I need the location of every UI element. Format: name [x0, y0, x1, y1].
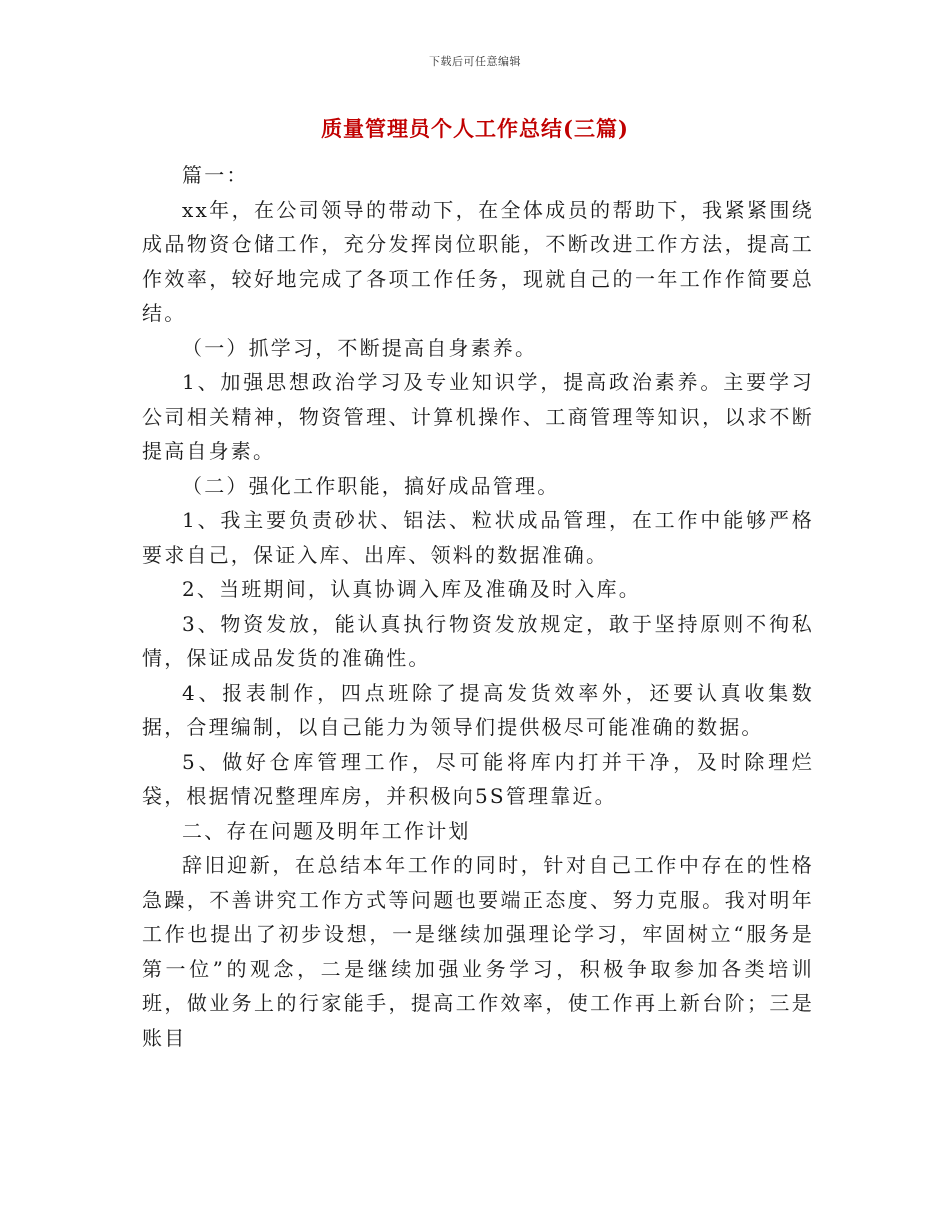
subheading-duties: （二）强化工作职能，搞好成品管理。 [182, 473, 560, 498]
paragraph-study-item-1: 1、加强思想政治学习及专业知识学，提高政治素养。主要学习公司相关精神，物资管理、计算机操作、工商管理等知识，以求不断提高自身素。 [142, 370, 814, 463]
subheading-study: （一）抓学习，不断提高自身素养。 [182, 335, 538, 360]
section-heading-problems-plan: 二、存在问题及明年工作计划 [182, 818, 471, 843]
section-heading-part-one: 篇一： [182, 163, 249, 187]
paragraph-duty-item-1: 1、我主要负责砂状、铝法、粒状成品管理，在工作中能够严格要求自己，保证入库、出库、领料的数据准确。 [142, 508, 814, 567]
document-title: 质量管理员个人工作总结(三篇) [321, 116, 629, 141]
document-body [142, 158, 814, 1055]
paragraph-duty-item-2: 2、当班期间，认真协调入库及准确及时入库。 [182, 577, 641, 601]
paragraph-duty-item-5: 5、做好仓库管理工作，尽可能将库内打并干净，及时除理烂袋，根据情况整理库房，并积极向5S管理靠近。 [142, 749, 814, 808]
paragraph-problems-plan: 辞旧迎新，在总结本年工作的同时，针对自己工作中存在的性格急躁，不善讲究工作方式等问题也要端正态度、努力克服。我对明年工作也提出了初步设想，一是继续加强理论学习，牢固树立“服务是第一位”的观念，二是继续加强业务学习，积极争取参加各类培训班，做业务上的行家能手，提高工作效率，使工作再上新台阶；三是账目 [142, 853, 814, 1050]
paragraph-duty-item-3: 3、物资发放，能认真执行物资发放规定，敢于坚持原则不徇私情，保证成品发货的准确性。 [142, 611, 814, 670]
page-header-note: 下载后可任意编辑 [429, 55, 521, 68]
paragraph-duty-item-4: 4、报表制作，四点班除了提高发货效率外，还要认真收集数据，合理编制，以自己能力为领导们提供极尽可能准确的数据。 [142, 680, 814, 739]
intro-paragraph: xx年，在公司领导的带动下，在全体成员的帮助下，我紧紧围绕成品物资仓储工作，充分发挥岗位职能，不断改进工作方法，提高工作效率，较好地完成了各项工作任务，现就自己的一年工作作简要总结。 [142, 197, 814, 325]
